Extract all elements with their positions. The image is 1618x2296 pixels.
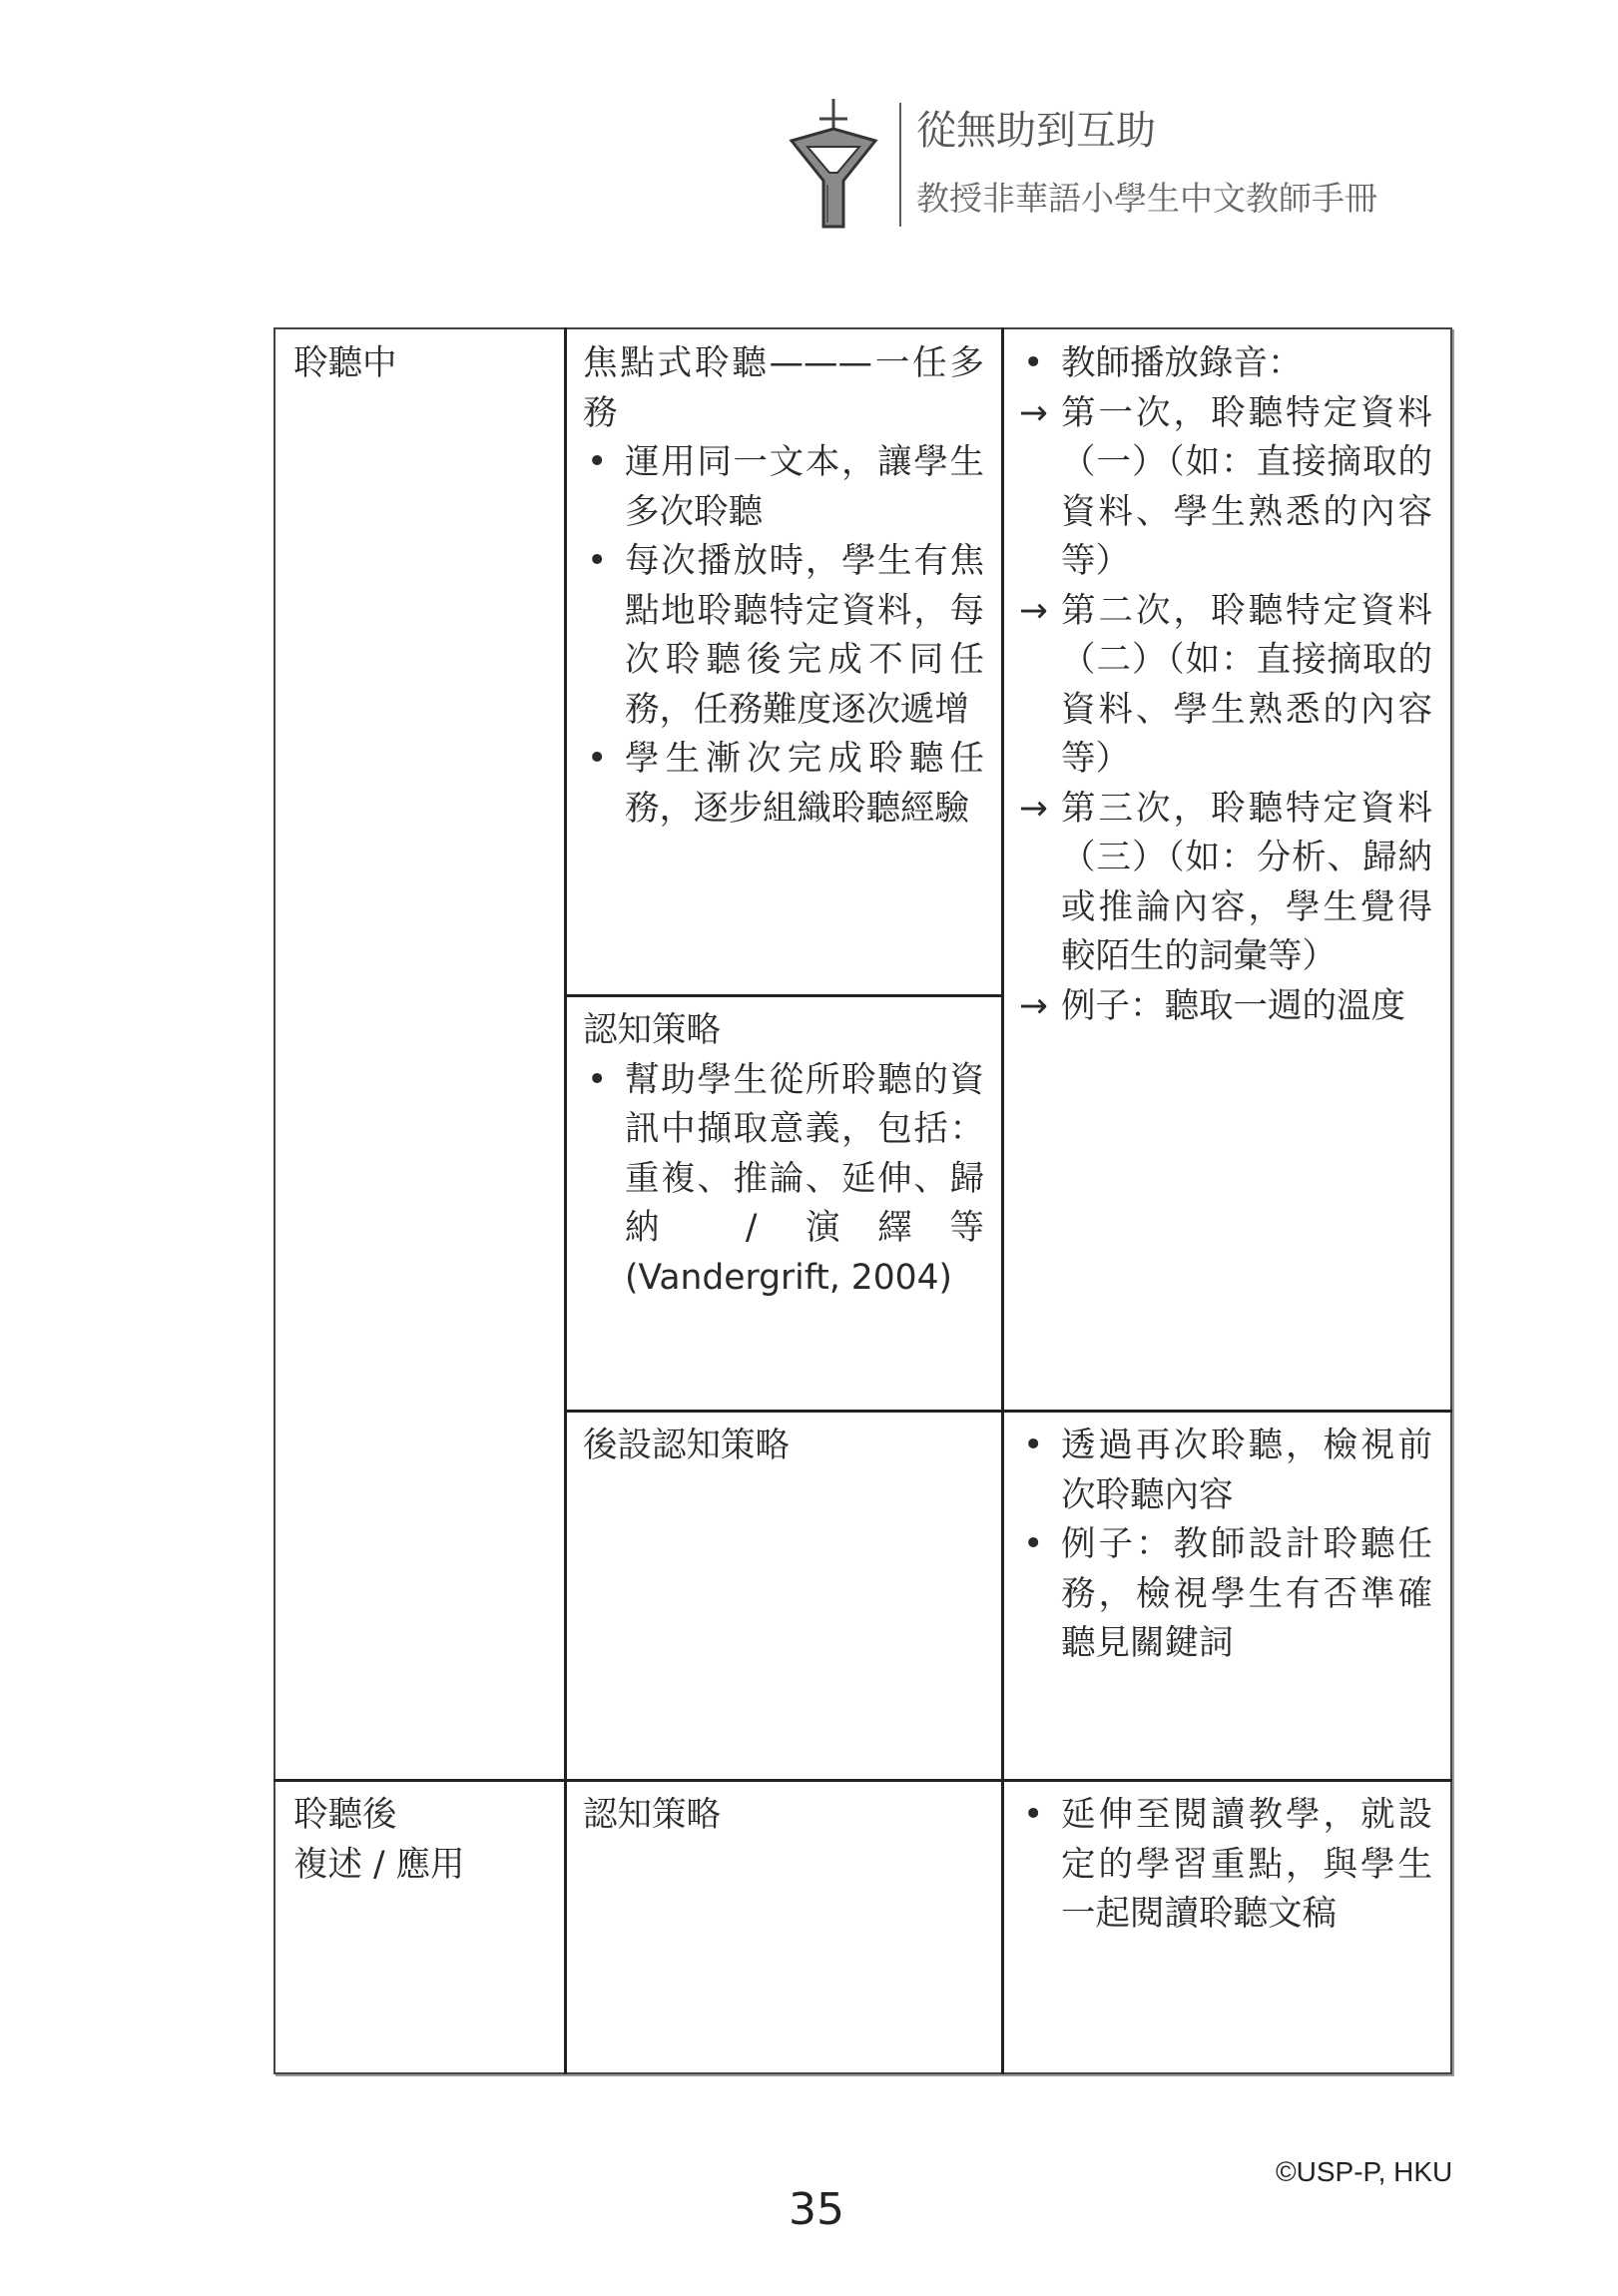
logo-icon xyxy=(784,95,883,235)
list-item: • 運用同一文本，讓學生多次聆聽 xyxy=(583,438,984,537)
row-divider-cognitive xyxy=(564,1410,1452,1413)
focused-listening-list xyxy=(583,438,984,834)
list-item: • 延伸至閱讀教學，就設定的學習重點，與學生一起閱讀聆聽文稿 xyxy=(1019,1791,1432,1940)
arrow-icon: → xyxy=(1019,590,1048,631)
row-divider-stage xyxy=(273,1779,1452,1782)
page-header xyxy=(784,95,1482,235)
focused-listening-cell xyxy=(583,339,984,834)
step-text: 第一次，聆聽特定資料（一）（如：直接摘取的資料、學生熟悉的內容等） xyxy=(1061,392,1432,581)
cognitive-strategy-heading: 認知策略 xyxy=(583,1010,721,1050)
cognitive-strategy-list xyxy=(583,1056,984,1304)
row-divider-focused xyxy=(564,994,1004,997)
teacher-play-cell xyxy=(1019,339,1432,1031)
list-item: • 教師播放錄音： xyxy=(1019,339,1432,389)
book-subtitle: 教授非華語小學生中文教師手冊 xyxy=(916,179,1377,218)
stage-during-label: 聆聽中 xyxy=(293,343,397,383)
book-title: 從無助到互助 xyxy=(916,108,1156,154)
list-item: • 每次播放時，學生有焦點地聆聽特定資料，每次聆聽後完成不同任務，任務難度逐次遞增 xyxy=(583,537,984,735)
cognitive-strategy-after-cell xyxy=(583,1791,984,1841)
focused-listening-heading: 焦點式聆聽———一任多務 xyxy=(583,343,984,433)
arrow-icon: → xyxy=(1019,788,1048,829)
stage-after-label: 聆聽後 xyxy=(293,1795,397,1835)
column-divider-2 xyxy=(1001,327,1004,2074)
copyright-notice: ©USP-P, HKU xyxy=(1276,2156,1453,2187)
step-text: 第三次，聆聽特定資料（三）（如：分析、歸納或推論內容，學生覺得較陌生的詞彙等） xyxy=(1061,788,1432,976)
arrow-icon: → xyxy=(1019,985,1048,1026)
list-item: • 透過再次聆聽，檢視前次聆聽內容 xyxy=(1019,1422,1432,1520)
step-item xyxy=(1019,389,1432,587)
page-number: 35 xyxy=(789,2184,844,2235)
stage-after-cell xyxy=(293,1791,548,1890)
arrow-icon: → xyxy=(1019,392,1048,433)
metacognitive-strategy-cell xyxy=(583,1422,984,1471)
list-item: • 例子：教師設計聆聽任務，檢視學生有否準確聽見關鍵詞 xyxy=(1019,1520,1432,1669)
strategy-table xyxy=(273,327,1452,2074)
step-text: 第二次，聆聽特定資料（二）（如：直接摘取的資料、學生熟悉的內容等） xyxy=(1061,590,1432,779)
header-divider xyxy=(899,103,901,227)
reading-extension-cell xyxy=(1019,1791,1432,1940)
step-item xyxy=(1019,982,1432,1032)
stage-after-sublabel: 複述 / 應用 xyxy=(293,1844,465,1885)
step-item xyxy=(1019,587,1432,785)
stage-during-cell xyxy=(293,339,548,389)
list-item: • 學生漸次完成聆聽任務，逐步組織聆聽經驗 xyxy=(583,735,984,834)
metacognitive-detail-cell xyxy=(1019,1422,1432,1669)
column-divider-1 xyxy=(564,327,567,2074)
list-item: • 幫助學生從所聆聽的資訊中擷取意義，包括：重複、推論、延伸、歸納 / 演繹等(Vandergrift, 2004) xyxy=(583,1056,984,1304)
cognitive-strategy-after-heading: 認知策略 xyxy=(583,1795,721,1835)
metacognitive-detail-list xyxy=(1019,1422,1432,1669)
reading-extension-list xyxy=(1019,1791,1432,1940)
metacognitive-strategy-heading: 後設認知策略 xyxy=(583,1426,790,1465)
step-item xyxy=(1019,785,1432,982)
teacher-play-list xyxy=(1019,339,1432,389)
step-text: 例子：聽取一週的溫度 xyxy=(1061,985,1405,1026)
cognitive-strategy-cell xyxy=(583,1006,984,1303)
